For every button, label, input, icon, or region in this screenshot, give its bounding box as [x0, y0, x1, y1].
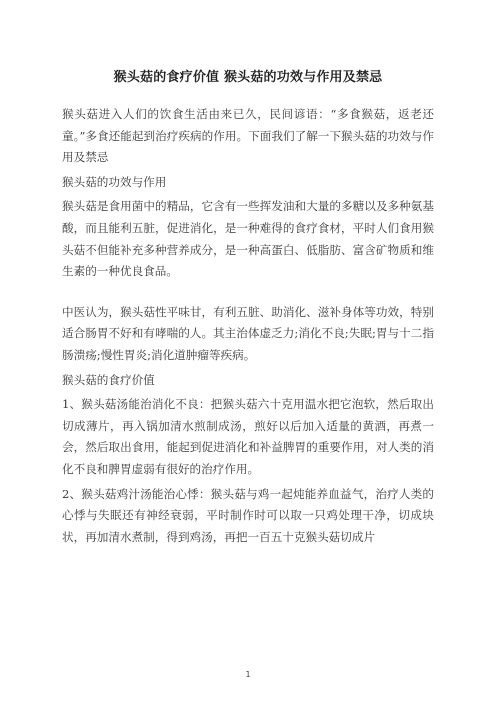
paragraph-intro: 猴头菇进入人们的饮食生活由来已久，民间谚语：“多食猴菇，返老还童。”多食还能起到治疗疾病的作用。下面我们了解一下猴头菇的功效与作用及禁忌 — [62, 107, 434, 165]
section-heading-benefits: 猴头菇的功效与作用 — [62, 174, 167, 189]
document-body — [62, 104, 434, 551]
paragraph-tcm: 中医认为，猴头菇性平味甘，有利五脏、助消化、滋补身体等功效，特别适合肠胃不好和有哮喘的人。其主治体虚乏力;消化不良;失眠;胃与十二指肠溃疡;慢性胃炎;消化道肿瘤等疾病。 — [62, 304, 434, 362]
page-number: 1 — [245, 670, 251, 679]
paragraph-spacer — [62, 286, 434, 302]
section-heading-dietary-value: 猴头菇的食疗价值 — [62, 372, 155, 387]
document-title: 猴头菇的食疗价值 猴头菇的功效与作用及禁忌 — [113, 70, 383, 85]
paragraph-item-1: 1、猴头菇汤能治消化不良：把猴头菇六十克用温水把它泡软，然后取出切成薄片，再入锅加清水煎制成汤，煎好以后加入适量的黄酒，再煮一会，然后取出食用，能起到促进消化和补益脾胃的重要作用，对人类的消化不良和脾胃虚弱有很好的治疗作用。 — [62, 397, 434, 476]
paragraph-benefits: 猴头菇是食用菌中的精品，它含有一些挥发油和大量的多糖以及多种氨基酸，而且能利五脏，促进消化，是一种难得的食疗食材，平时人们食用猴头菇不但能补充多种营养成分，是一种高蛋白、低脂肪、富含矿物质和维生素的一种优良食品。 — [62, 199, 434, 279]
paragraph-item-2: 2、猴头菇鸡汁汤能治心悸：猴头菇与鸡一起炖能养血益气，治疗人类的心悸与失眠还有神经衰弱，平时制作时可以取一只鸡处理干净，切成块状，再加清水煮制，得到鸡汤，再把一百五十克猴头菇切成片 — [62, 486, 434, 544]
